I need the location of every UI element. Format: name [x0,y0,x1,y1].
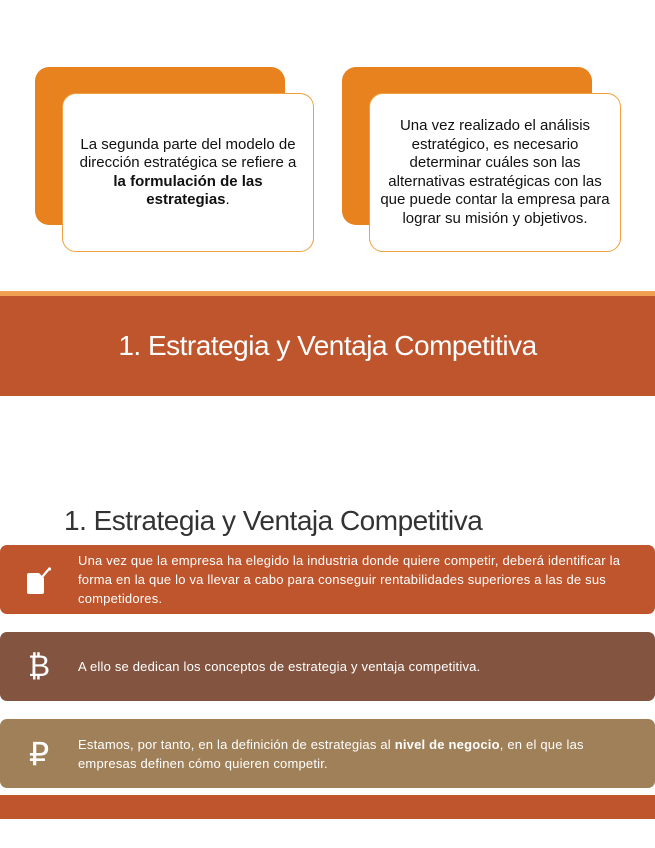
list-item-text-bold: nivel de negocio [394,736,500,752]
card-1-text-end: . [225,191,230,208]
bottom-band [0,795,655,819]
card-1-text [73,136,303,210]
list-item [0,719,655,788]
gas-can-icon [0,565,78,595]
card-1 [62,93,314,252]
card-1-text-start: La segunda parte del modelo de dirección estratégica se refiere a [79,135,297,171]
list-item-text: A ello se dedican los conceptos de estrategia y ventaja competitiva. [78,659,481,674]
card-1-text-bold: la formulación de las estrategias [113,172,263,208]
list-item [0,632,655,701]
bitcoin-icon: ₿ [27,648,51,684]
ruble-icon: ₽ [28,734,50,773]
list-item-text: Una vez que la empresa ha elegido la industria donde quiere competir, deberá identificar la forma en la que lo va llevar a cabo para conseguir rentabilidades superiores a las de sus competidores. [78,553,621,606]
list-item-text-start: Estamos, por tanto, en la definición de estrategias al [78,736,395,752]
card-2 [369,93,621,252]
list-item-text-end: , en el que las empresas definen cómo quieren competir. [78,736,584,771]
title-band [0,296,655,396]
list-item [0,545,655,614]
section-heading: 1. Estrategia y Ventaja Competitiva [64,505,483,536]
card-2-text: Una vez realizado el análisis estratégico, es necesario determinar cuáles son las alternativas estratégicas con las que puede contar la empresa para lograr su misión y objetivos. [380,117,610,227]
band-title: 1. Estrategia y Ventaja Competitiva [118,330,537,361]
list-item-text [78,735,655,773]
